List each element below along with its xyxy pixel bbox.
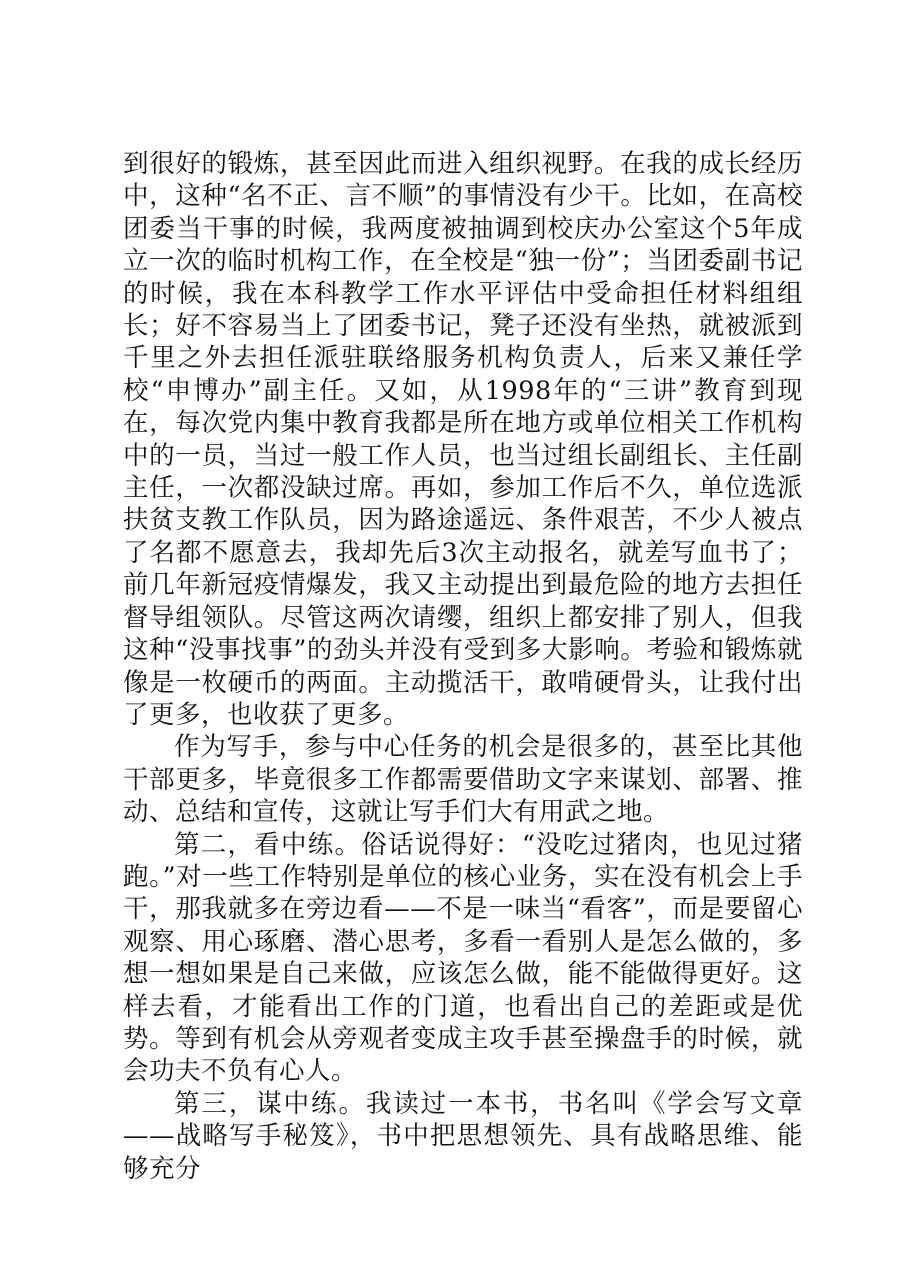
document-page: [123, 148, 803, 1185]
body-paragraph-3: 第二，看中练。俗话说得好：“没吃过猪肉，也见过猪跑。”对一些工作特别是单位的核心业务，实在没有机会上手干，那我就多在旁边看——不是一味当“看客”，而是要留心观察、用心琢磨、潜心思考，多看一看别人是怎么做的，多想一想如果是自己来做，应该怎么做，能不能做得更好。这样去看，才能看出工作的门道，也看出自己的差距或是优势。等到有机会从旁观者变成主攻手甚至操盘手的时候，就会功夫不负有心人。: [123, 829, 803, 1087]
body-paragraph-2: 作为写手，参与中心任务的机会是很多的，甚至比其他干部更多，毕竟很多工作都需要借助文字来谋划、部署、推动、总结和宣传，这就让写手们大有用武之地。: [123, 732, 803, 828]
body-paragraph-4: 第三，谋中练。我读过一本书，书名叫《学会写文章——战略写手秘笈》，书中把思想领先、具有战略思维、能够充分: [123, 1088, 803, 1184]
body-paragraph-1: 到很好的锻炼，甚至因此而进入组织视野。在我的成长经历中，这种“名不正、言不顺”的事情没有少干。比如，在高校团委当干事的时候，我两度被抽调到校庆办公室这个5年成立一次的临时机构工作，在全校是“独一份”；当团委副书记的时候，我在本科教学工作水平评估中受命担任材料组组长；好不容易当上了团委书记，凳子还没有坐热，就被派到千里之外去担任派驻联络服务机构负责人，后来又兼任学校“申博办”副主任。又如，从1998年的“三讲”教育到现在，每次党内集中教育我都是所在地方或单位相关工作机构中的一员，当过一般工作人员，也当过组长副组长、主任副主任，一次都没缺过席。再如，参加工作后不久，单位选派扶贫支教工作队员，因为路途遥远、条件艰苦，不少人被点了名都不愿意去，我却先后3次主动报名，就差写血书了；前几年新冠疫情爆发，我又主动提出到最危险的地方去担任督导组领队。尽管这两次请缨，组织上都安排了别人，但我这种“没事找事”的劲头并没有受到多大影响。考验和锻炼就像是一枚硬币的两面。主动揽活干，敢啃硬骨头，让我付出了更多，也收获了更多。: [123, 149, 803, 730]
